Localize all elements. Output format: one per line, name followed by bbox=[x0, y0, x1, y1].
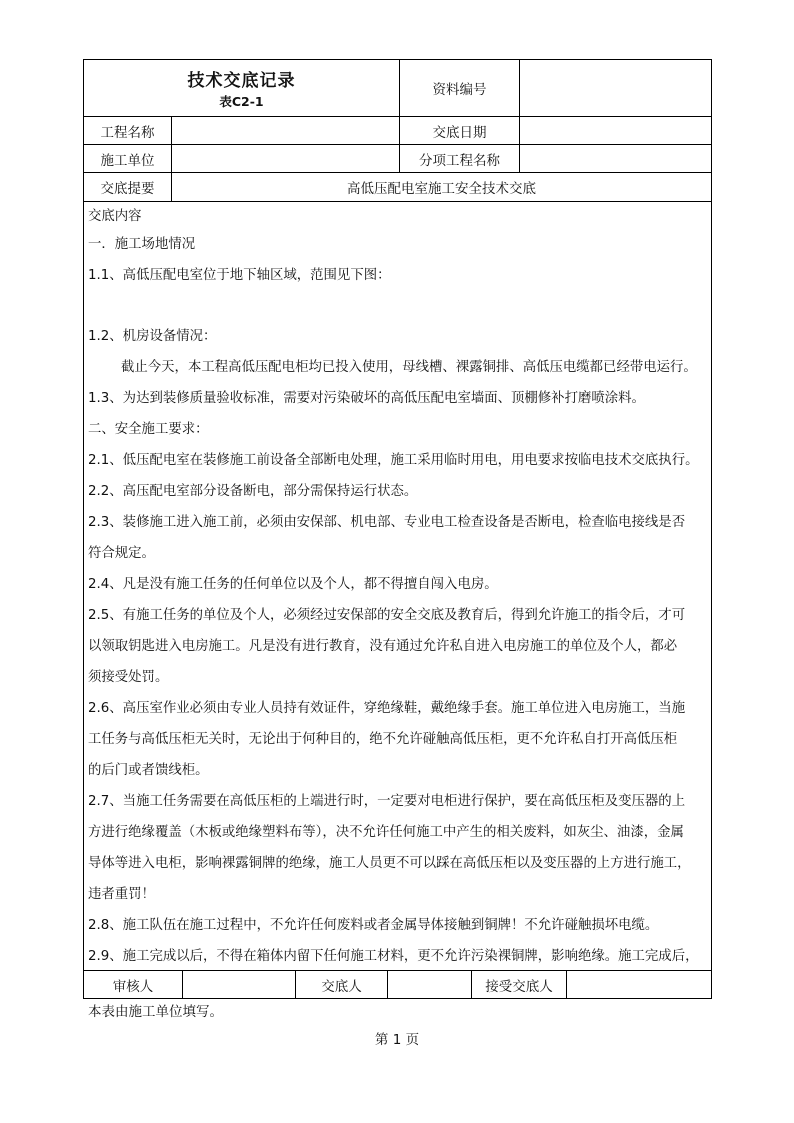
footer-note: 本表由施工单位填写。 bbox=[88, 1004, 223, 1020]
subproject-label: 分项工程名称 bbox=[419, 152, 500, 169]
date-label: 交底日期 bbox=[432, 124, 487, 141]
content-line: 1.1、高低压配电室位于地下轴区域，范围见下图： bbox=[88, 268, 391, 283]
date-field[interactable] bbox=[520, 117, 711, 144]
content-line: 以领取钥匙进入电房施工。凡是没有进行教育，没有通过允许私自进入电房施工的单位及个人，都必 bbox=[88, 639, 678, 654]
content-line: 一．施工场地情况 bbox=[88, 237, 196, 252]
form-title: 技术交底记录 bbox=[187, 71, 296, 91]
content-line: 2.2、高压配电室部分设备断电，部分需保持运行状态。 bbox=[88, 484, 418, 499]
doc-number-field[interactable] bbox=[520, 60, 711, 116]
construction-unit-label: 施工单位 bbox=[100, 152, 155, 169]
content-line: 2.7、当施工任务需要在高低压柜的上端进行时，一定要对电柜进行保护，要在高低压柜及变压器的上 bbox=[88, 794, 686, 809]
form-title-block bbox=[84, 60, 399, 116]
page-number: 第 1 页 bbox=[374, 1032, 420, 1048]
content-line: 1.2、机房设备情况： bbox=[88, 329, 217, 344]
project-name-field[interactable] bbox=[172, 117, 399, 144]
content-heading: 交底内容 bbox=[88, 209, 142, 224]
content-line: 须接受处罚。 bbox=[88, 670, 169, 685]
reviewer-label: 审核人 bbox=[112, 978, 154, 995]
disclosure-content bbox=[88, 204, 712, 968]
content-line: 2.4、凡是没有施工任务的任何单位以及个人，都不得擅自闯入电房。 bbox=[88, 577, 498, 592]
receiver-label: 接受交底人 bbox=[485, 978, 553, 995]
subproject-field[interactable] bbox=[520, 145, 711, 172]
content-line: 违者重罚！ bbox=[88, 887, 155, 902]
content-line: 方进行绝缘覆盖（木板或绝缘塑料布等），决不允许任何施工中产生的相关废料，如灰尘、油漆，金属 bbox=[88, 825, 684, 840]
construction-unit-field[interactable] bbox=[172, 145, 399, 172]
content-line: 二、安全施工要求： bbox=[88, 422, 209, 437]
content-line-blank bbox=[88, 291, 712, 321]
content-line: 2.9、施工完成以后，不得在箱体内留下任何施工材料，更不允许污染裸铜牌，影响绝缘。施工完成后， bbox=[88, 949, 699, 964]
doc-number-label: 资料编号 bbox=[432, 82, 487, 98]
content-line: 工任务与高低压柜无关时，无论出于何种目的，绝不允许碰触高低压柜，更不允许私自打开高低压柜 bbox=[88, 732, 678, 747]
content-line: 导体等进入电柜，影响裸露铜牌的绝缘，施工人员更不可以踩在高低压柜以及变压器的上方进行施工， bbox=[88, 856, 691, 871]
content-line: 截止今天，本工程高低压配电柜均已投入使用，母线槽、裸露铜排、高低压电缆都已经带电运行。 bbox=[121, 360, 697, 375]
form-number: 表C2-1 bbox=[219, 94, 264, 109]
discloser-field[interactable] bbox=[388, 971, 471, 998]
summary-label: 交底提要 bbox=[100, 181, 155, 197]
content-line: 1.3、为达到装修质量验收标准，需要对污染破坏的高低压配电室墙面、顶棚修补打磨喷涂料。 bbox=[88, 391, 645, 406]
content-line: 2.6、高压室作业必须由专业人员持有效证件，穿绝缘鞋，戴绝缘手套。施工单位进入电房施工，当施 bbox=[88, 701, 686, 716]
content-line: 2.8、施工队伍在施工过程中，不允许任何废料或者金属导体接触到铜牌！不允许碰触损坏电缆。 bbox=[88, 918, 659, 933]
project-name-label: 工程名称 bbox=[100, 124, 155, 141]
receiver-field[interactable] bbox=[567, 971, 711, 998]
content-line: 2.1、低压配电室在装修施工前设备全部断电处理，施工采用临时用电，用电要求按临电技术交底执行。 bbox=[88, 453, 699, 468]
reviewer-field[interactable] bbox=[183, 971, 295, 998]
content-line: 2.5、有施工任务的单位及个人，必须经过安保部的安全交底及教育后，得到允许施工的指令后，才可 bbox=[88, 608, 686, 623]
content-line: 的后门或者馈线柜。 bbox=[88, 763, 209, 778]
discloser-label: 交底人 bbox=[321, 978, 362, 995]
content-line: 2.3、装修施工进入施工前，必须由安保部、机电部、专业电工检查设备是否断电，检查临电接线是否 bbox=[88, 515, 686, 530]
summary-value: 高低压配电室施工安全技术交底 bbox=[347, 181, 536, 197]
content-line: 符合规定。 bbox=[88, 546, 155, 561]
